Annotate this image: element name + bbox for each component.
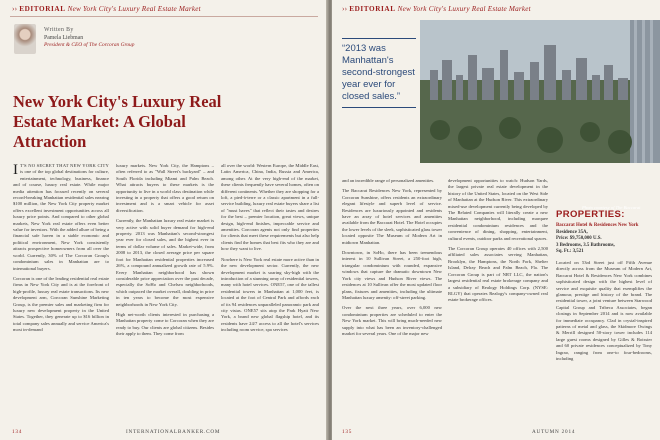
paragraph: luxury markets. New York City, the Hamptons – often referred to as "Wall Street's backyard" – and South Florida including Miami and Palm Beach. What attracts buyers to these markets is the opportunity to live in a world class destination while investing in a property that offers a good return on investment and is a smart vehicle for asset diversification. [116, 163, 214, 213]
website-footer: INTERNATIONALBANKER.COM [126, 429, 221, 435]
body-column-3 [221, 163, 319, 423]
property-residence: Residence 35A, [556, 229, 588, 235]
body-column-4 [342, 178, 442, 428]
paragraph: development opportunities to watch: Hudson Yards, the largest private real estate development in the history of the United States, located on the West Side of Manhattan at the Hudson River. This extraordinary mixed-use development currently being developed by The Related Companies will literally create a new Manhattan neighborhood, including marquee residential condominium residences and the convenience of dining, shopping, entertainment, cultural events, outdoor parks and recreational spaces. [448, 178, 548, 241]
article-headline: New York City's Luxury Real Estate Market: A Global Attraction [13, 92, 222, 151]
left-running-head [12, 5, 201, 13]
section-mark: ›› [12, 5, 18, 13]
paragraph: The Baccarat Residences New York, represented by Corcoran Sunshine, offers residents an extraordinary elegant lifestyle and superb level of service. Residences are luxuriously appointed and residents have an array of hotel services and amenities available from the Baccarat Hotel. The Hotel occupies the lower levels of the sleek, sophisticated glass tower located opposite The Museum of Modern Art in midtown Manhattan. [342, 188, 442, 245]
body-column-2 [116, 163, 214, 423]
right-page [332, 0, 660, 440]
paragraph: Over the next three years, over 6,000 new condominium properties are scheduled to enter the New York market. This will bring much-needed new supply into what has been an inventory-challenged market for several years. One of the major new [342, 305, 442, 336]
paragraph: Downtown, in SoHo, there has been tremendous interest in 10 Sullivan Street, a 250-foot high, triangular condominium with rounded, expansive windows that capture the dramatic downtown New York city views and Hudson River views. The residences at 10 Sullivan offer the most updated floor plans, fixtures and amenities, including the ultimate Manhattan luxury amenity: off-street parking. [342, 250, 442, 300]
running-title: New York City's Luxury Real Estate Market [397, 5, 531, 13]
photo-credit: Photo courtesy of The Baccarat [582, 205, 641, 210]
page-number-left: 134 [12, 429, 23, 435]
paragraph: is one of the top global destinations for culture, entertainment, technology, business, finance and of course, luxury real estate. While major media attention has focused recently on several record-breaking Manhattan residential sales nearing $100 million, the New York City property market offers excellent investment opportunities across all luxury price points. And compared to other global markets, New York real estate offers even better value for investors. With the added allure of being a financial safe haven in a stable economic and political environment, New York consistently attracts prospective homeowners from all over the world. Currently, 30% of The Corcoran Group's condominium sales in Manhattan are to international buyers. [13, 169, 109, 271]
property-size: Sq. Ft.: 3,521 [556, 249, 584, 255]
body-column-5 [448, 178, 548, 428]
running-title: New York City's Luxury Real Estate Market [67, 5, 201, 13]
paragraph: and an incredible range of personalized amenities. [342, 178, 435, 183]
author-title: President & CEO of The Corcoran Group [44, 42, 135, 48]
top-rule [10, 16, 318, 17]
author-name: Pamela Liebman [44, 35, 84, 41]
author-photo [14, 24, 36, 54]
property-price: Price: $9,750,000 U.S. [556, 236, 602, 242]
drop-cap: I [13, 163, 18, 178]
written-by-label: Written By [44, 27, 74, 33]
paragraph: Corcoran is one of the leading residential real estate firms in New York City and is at the forefront of high-profile, luxury real estate transactions. Its new development arm, Corcoran Sunshine Marketing Group, is the premier sales and marketing firm for luxury new development property in the United States. Together, they generate up to $16 billion in total company sales annually and service America's most in-demand [13, 275, 109, 333]
pull-quote: “2013 was Manhattan's second-strongest year ever for closed sales.” [342, 38, 416, 108]
section-label: EDITORIAL [19, 5, 66, 13]
paragraph: The Corcoran Group operates 40 offices with 2,500 affiliated sales associates serving Manhattan, Brooklyn, the Hamptons, the North Fork, Shelter Island, Delray Beach and Palm Beach, Fla. The Corcoran Group is part of NRT LLC, the nation's largest residential real estate brokerage company and a subsidiary of Realogy Holdings Corp. (NYSE: RLGY) that operates Realogy's company-owned real estate brokerage offices. [448, 246, 548, 303]
paragraph: Located on 53rd Street just off Fifth Avenue directly across from the Museum of Modern Art, Baccarat Hotel & Residences New York combines sophisticated design with the highest level of service and exquisite quality that exemplifies the glamour, prestige and history of the brand. The residential tower, a joint venture between Starwood Capital Group and Tribeca Associates, began closings in September 2014 and is now available for immediate occupancy. Clad in crystal-inspired patterns of metal and glass, the Skidmore Owings & Merrill designed 50-story tower includes 114 large guest rooms designed by Gilles & Boissier and 60 private residences conceptualized by Tony Ingrao, ranging from one-to four-bedrooms, including [556, 259, 652, 362]
section-mark: ›› [342, 5, 348, 13]
skyline-illustration [420, 20, 660, 163]
property-name: Baccarat Hotel & Residences New York [556, 223, 639, 228]
paragraph: Nowhere is New York real estate more active than in the new development sector. Currently, the new development market is soaring sky-high with the introduction of a stunning array of residential towers, many with hotel services. ONE57, one of the tallest residential towers in Manhattan at 1,000 feet, is located at the foot of Central Park and affords each of its 94 residences unparalleled panoramic park and city vistas. ONE57 sits atop the Park Hyatt New York, a brand new global flagship hotel, and its residents have 24/7 access to all the hotel's services including room service, spa services [221, 256, 319, 333]
issue-date: AUTUMN 2014 [532, 429, 576, 435]
lead-in: T'S NO SECRET THAT NEW YORK CITY [20, 163, 109, 168]
section-label: EDITORIAL [349, 5, 396, 13]
body-column-6 [556, 260, 652, 410]
properties-heading: PROPERTIES: [556, 209, 625, 220]
manhattan-skyline-photo [420, 20, 660, 163]
page-number-right: 135 [342, 429, 353, 435]
paragraph: all over the world: Western Europe, the Middle East, Latin America, China, India, Russia and America, among other. At the very high-end of the market, these clients frequently have several homes, often on different continents. Whether they are shopping for a loft, a pied-à-terre or a classic apartment in a full-service building, luxury real estate buyers share a list of "must haves" that reflect their tastes and desires for the best – premier location, great views, unique design, high-end finishes, impeccable service and amenities. Corcoran agents not only find properties for clients that meet these requirements but also help clients find the homes that best fits who they are and how they want to live. [221, 163, 319, 252]
body-column-1 [13, 163, 109, 423]
paragraph: Currently, the Manhattan luxury real estate market is very active with solid buyer demand for high-end property. 2013 was Manhattan's second-strongest year ever for closed sales, and the highest ever in terms of dollar volume of sales. Market-wide, from 2008 to 2013, the closed average price per square foot for Manhattan residential properties increased 26%, a compound annualized growth rate of 5.9%. Every Manhattan neighborhood has shown considerable price appreciation over the past decade, especially the SoHo and Chelsea neighborhoods, which outpaced the market overall, doubling in price in ten years to become the most expensive neighborhoods in New York City. [116, 218, 214, 307]
right-running-head [342, 5, 531, 13]
left-page [0, 0, 328, 440]
property-details [556, 223, 652, 410]
property-rooms: 3 Bedrooms, 3.5 Bathrooms, [556, 242, 615, 248]
paragraph: High net-worth clients interested in purchasing a Manhattan property come to Corcoran when they are ready to buy. Our clients are global citizens. Besides their apply to them. They come from [116, 311, 214, 337]
